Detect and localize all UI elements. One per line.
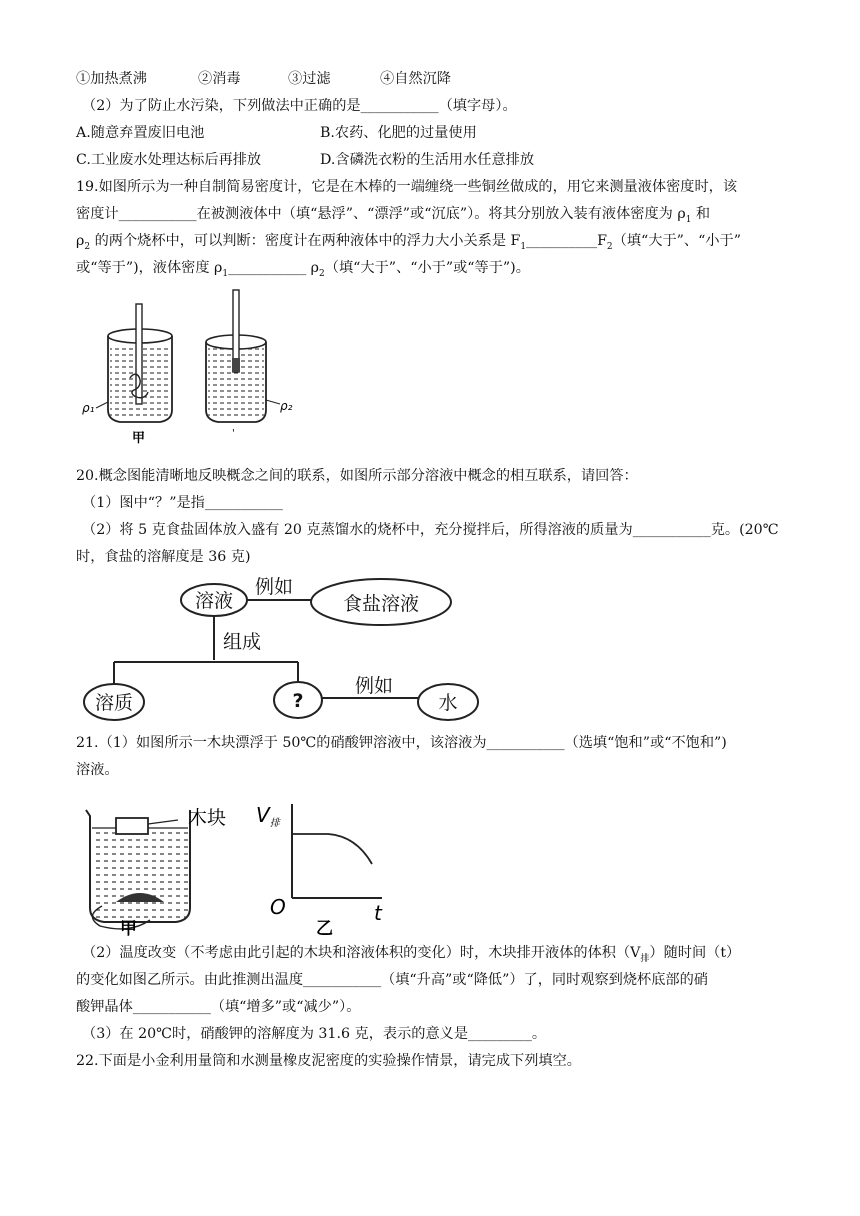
- q18-choice-b: B.农药、化肥的过量使用: [320, 125, 477, 141]
- beaker-1: [82, 304, 172, 446]
- q18-option-3: ③过滤: [288, 71, 331, 87]
- q20-line1: 20.概念图能清晰地反映概念之间的联系，如图所示部分溶液中概念的相互联系，请回答：: [76, 468, 638, 484]
- q20-part1: （1）图中“？”是指___________: [82, 495, 283, 511]
- hydrometer-figure: [80, 286, 310, 446]
- v-axis-label: $V_排$: [256, 803, 280, 829]
- beaker-jia: [86, 807, 226, 939]
- cm-unknown: ?: [292, 690, 304, 712]
- t-axis-label: t: [374, 901, 382, 925]
- origin-label: O: [270, 895, 286, 919]
- rho1-label: ρ₁: [82, 401, 95, 415]
- q18-choice-d: D.含磷洗衣粉的生活用水任意排放: [320, 152, 535, 168]
- q18-option-4: ④自然沉降: [380, 71, 451, 87]
- q19-line1: 19.如图所示为一种自制简易密度计，它是在木棒的一端缠绕一些铜丝做成的，用它来测量液体密度时，该: [76, 179, 738, 195]
- rho2-label: ρ₂: [280, 399, 293, 413]
- q18-choice-c: C.工业废水处理达标后再排放: [76, 152, 262, 168]
- cm-salt-solution: 食盐溶液: [342, 593, 420, 615]
- q21-part2-line1: （2）温度改变（不考虑由此引起的木块和溶液体积的变化）时，木块排开液体的体积$(V_排)$随时间（t）: [82, 945, 741, 964]
- cm-water: 水: [438, 692, 458, 714]
- q19-line2: 密度计___________在被测液体中（填“悬浮”、“漂浮”或“沉底”）。将其分别放入装有液体密度为 $\rho_1$ 和: [76, 206, 711, 225]
- q18-choice-a: A.随意弃置废旧电池: [76, 125, 205, 141]
- q18-part2: （2）为了防止水污染，下列做法中正确的是___________（填字母）。: [82, 98, 517, 114]
- wood-label: 木块: [188, 807, 227, 829]
- wood-block-figure: [80, 788, 410, 938]
- q18-option-1: ①加热煮沸: [76, 71, 147, 87]
- q21-line1: 21.（1）如图所示一木块漂浮于 50℃的硝酸钾溶液中，该溶液为___________（选填“饱和”或“不饱和”): [76, 735, 727, 751]
- q19-line3: $\rho_2$ 的两个烧杯中，可以判断：密度计在两种液体中的浮力大小关系是 $F_1\_\_\_\_\_\_\_\_\_\_F_2$（填“大于”、“小于”: [76, 233, 741, 252]
- cm-example1: 例如: [254, 576, 294, 598]
- jia-label-2: 甲: [120, 919, 137, 939]
- cm-composition: 组成: [222, 631, 262, 653]
- q20-part2-line1: （2）将 5 克食盐固体放入盛有 20 克蒸馏水的烧杯中，充分搅拌后，所得溶液的质量为___________克。(20℃: [82, 522, 779, 538]
- q21-part2-line2: 的变化如图乙所示。由此推测出温度___________（填“升高”或“降低”）了，同时观察到烧杯底部的硝: [76, 972, 708, 988]
- q19-line4: 或“等于”)，液体密度 $\rho_1\_\_\_\_\_\_\_\_\_\_\_$ $\rho_2$（填“大于”、“小于”或“等于”)。: [76, 260, 530, 279]
- beaker-2: [206, 290, 293, 439]
- cm-example2: 例如: [354, 675, 394, 697]
- graph-yi: [256, 803, 383, 939]
- cm-solution: 溶液: [194, 590, 234, 612]
- cm-solute: 溶质: [94, 692, 134, 714]
- q18-option-2: ②消毒: [198, 71, 241, 87]
- jia-label: 甲: [132, 431, 146, 446]
- q21-part3: （3）在 20℃时，硝酸钾的溶解度为 31.6 克，表示的意义是_________。: [82, 1026, 547, 1042]
- svg-text:': ': [232, 428, 235, 439]
- q18-options-row: [76, 69, 451, 89]
- concept-map: [84, 574, 494, 734]
- q22-line1: 22.下面是小金利用量筒和水测量橡皮泥密度的实验操作情景，请完成下列填空。: [76, 1053, 581, 1069]
- yi-label: 乙: [316, 919, 333, 939]
- q20-part2-line2: 时，食盐的溶解度是 36 克): [76, 549, 251, 565]
- q21-part2-line3: 酸钾晶体___________（填“增多”或“减少”）。: [76, 999, 361, 1015]
- q21-line2: 溶液。: [76, 762, 119, 778]
